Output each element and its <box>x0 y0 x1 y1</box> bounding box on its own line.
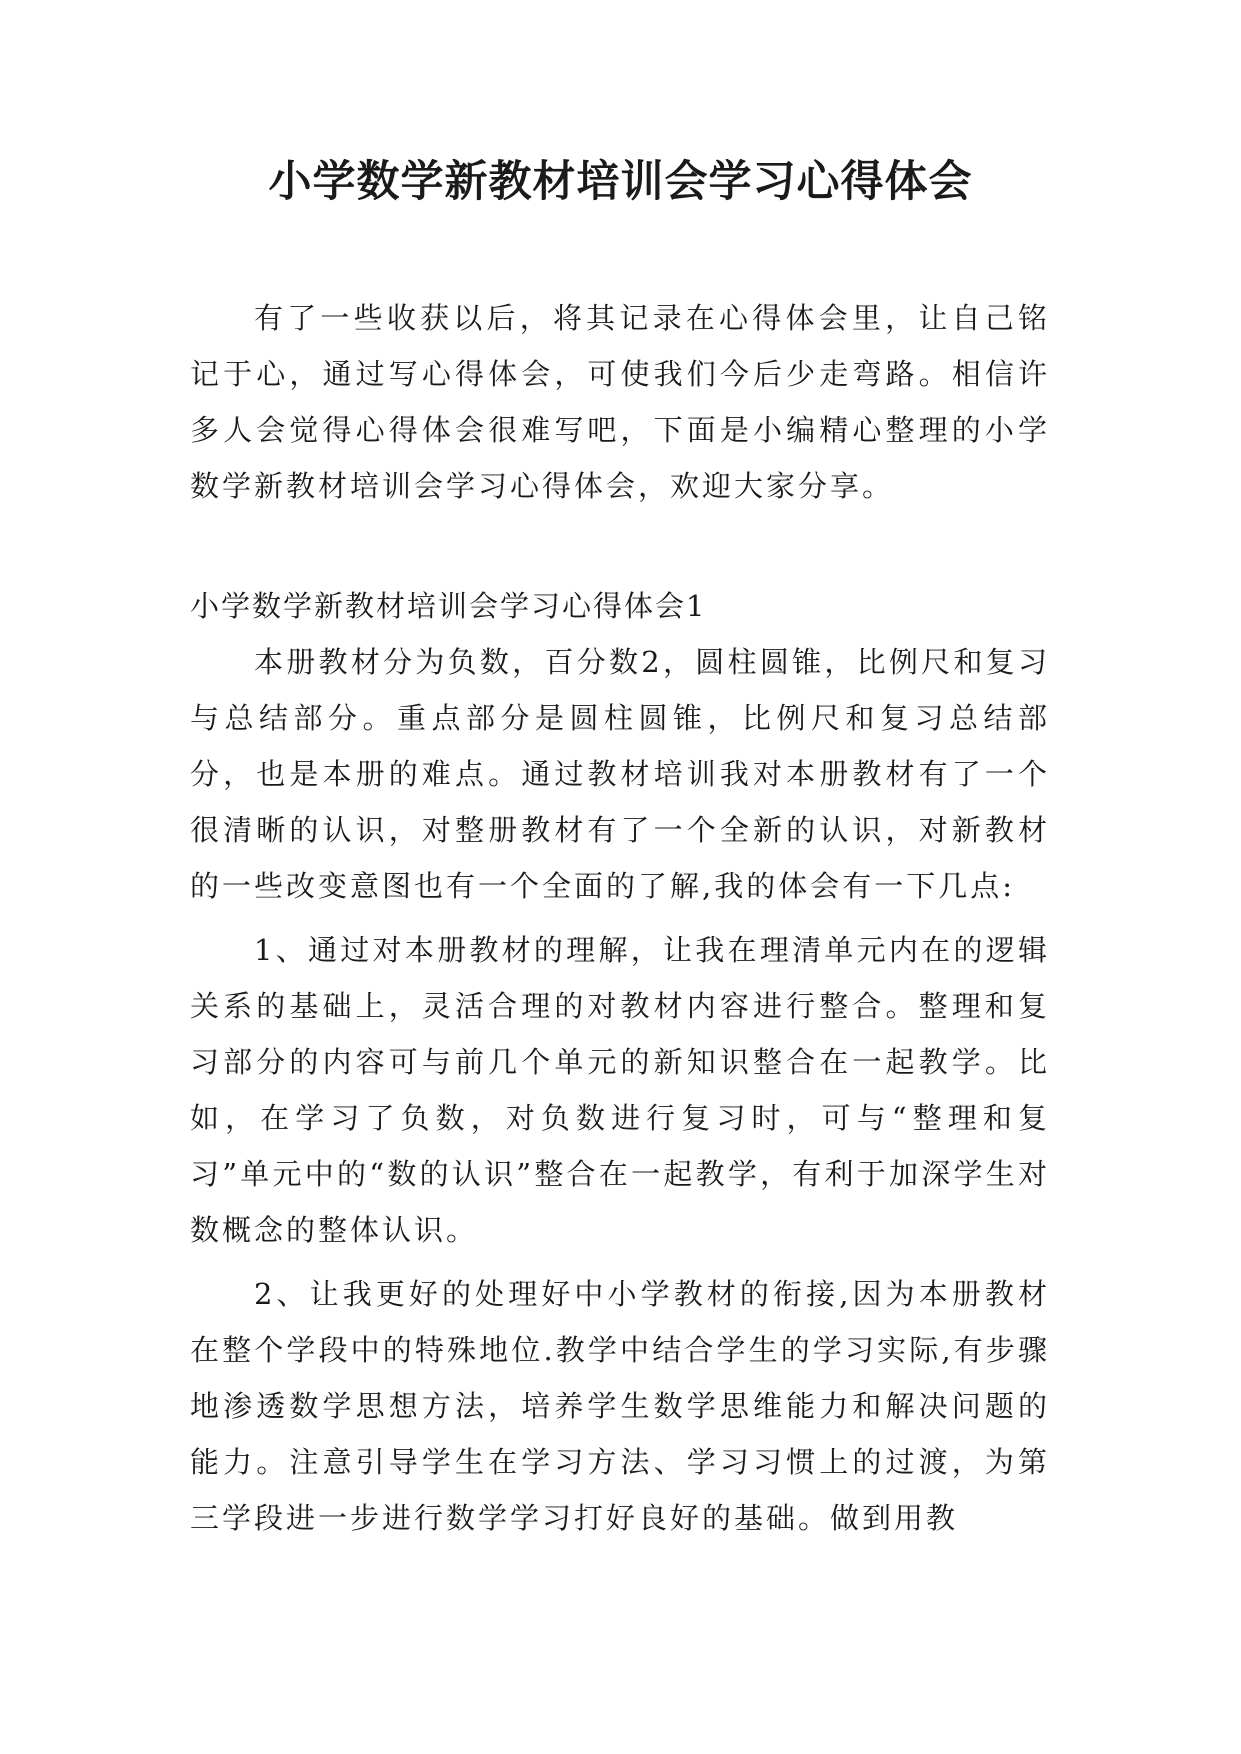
intro-paragraph: 有了一些收获以后，将其记录在心得体会里，让自己铭记于心，通过写心得体会，可使我们今后少走弯路。相信许多人会觉得心得体会很难写吧，下面是小编精心整理的小学数学新教材培训会学习心得体会，欢迎大家分享。 <box>190 301 1050 503</box>
body-paragraph-2: 1、通过对本册教材的理解，让我在理清单元内在的逻辑关系的基础上，灵活合理的对教材内容进行整合。整理和复习部分的内容可与前几个单元的新知识整合在一起教学。比如，在学习了负数，对负数进行复习时，可与“整理和复习”单元中的“数的认识”整合在一起教学，有利于加深学生对数概念的整体认识。 <box>190 933 1050 1247</box>
body-paragraph-3: 2、让我更好的处理好中小学教材的衔接,因为本册教材在整个学段中的特殊地位.教学中结合学生的学习实际,有步骤地渗透数学思想方法，培养学生数学思维能力和解决问题的能力。注意引导学生在学习方法、学习习惯上的过渡，为第三学段进一步进行数学学习打好良好的基础。做到用教 <box>190 1277 1050 1535</box>
body-paragraph-1: 本册教材分为负数，百分数2，圆柱圆锥，比例尺和复习与总结部分。重点部分是圆柱圆锥，比例尺和复习总结部分，也是本册的难点。通过教材培训我对本册教材有了一个很清晰的认识，对整册教材有了一个全新的认识，对新教材的一些改变意图也有一个全面的了解,我的体会有一下几点: <box>190 645 1050 903</box>
document-title: 小学数学新教材培训会学习心得体会 <box>268 157 973 207</box>
section-heading: 小学数学新教材培训会学习心得体会1 <box>190 589 707 623</box>
